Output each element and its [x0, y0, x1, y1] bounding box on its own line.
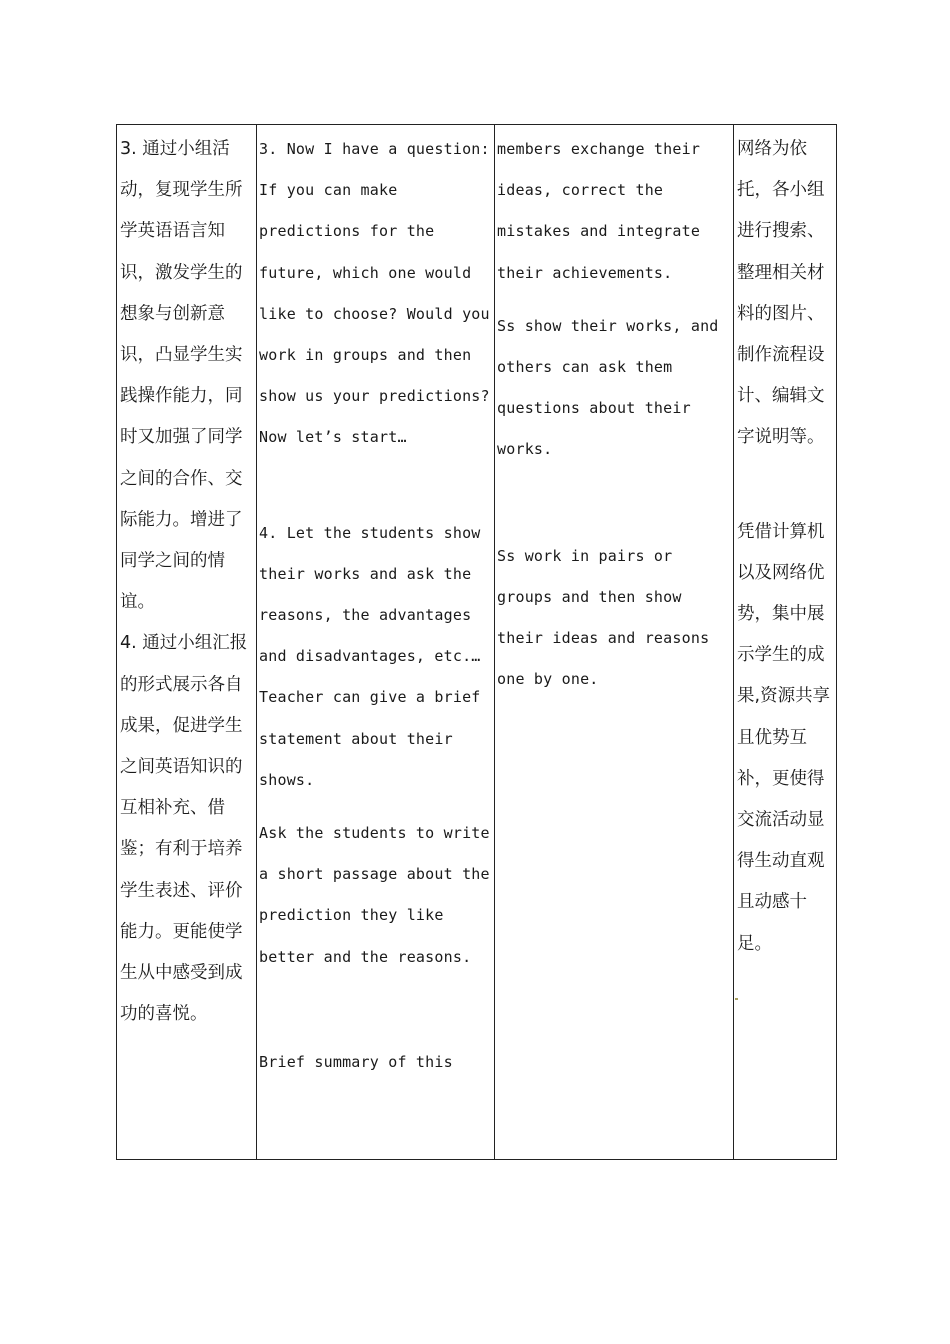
student-activity-show-works: Ss show their works, and others can ask them questions about their works. [497, 316, 719, 459]
media-text-block [734, 125, 836, 965]
teacher-activity-writing-task: Ask the students to write a short passage about the prediction they like better and the reasons. [259, 824, 490, 966]
stray-mark [735, 998, 738, 1000]
teacher-activity-text-block [257, 125, 494, 1083]
student-activity-exchange: members exchange their ideas, correct the mistakes and integrate their achievements. [497, 140, 701, 282]
teacher-activity-summary: Brief summary of this [259, 1052, 453, 1071]
teacher-activity-paragraph-3: 3. Now I have a question: If you can make predictions for the future, which one would like to choose? Would you work in groups and then show us your predictions? Now let’s start… [259, 140, 490, 447]
student-activity-text-block [495, 125, 733, 700]
purpose-paragraph-4: 4. 通过小组汇报的形式展示各自成果，促进学生之间英语知识的互相补充、借鉴；有利于培养学生表述、评价能力。更能使学生从中感受到成功的喜悦。 [120, 633, 248, 1025]
media-column-cell [734, 125, 837, 1160]
lesson-plan-table [116, 124, 837, 1160]
purpose-paragraph-3: 3. 通过小组活动，复现学生所学英语语言知识，激发学生的想象与创新意识，凸显学生实践操作能力，同时又加强了同学之间的合作、交际能力。增进了同学之间的情谊。 [120, 139, 243, 613]
teacher-activity-column-cell [257, 125, 495, 1160]
teacher-activity-paragraph-4: 4. Let the students show their works and ask the reasons, the advantages and disadvantages, etc.… Teacher can give a brief statement about their shows. [259, 523, 481, 789]
student-activity-column-cell [495, 125, 734, 1160]
purpose-column-cell [117, 125, 257, 1160]
purpose-text-block [117, 125, 256, 1035]
media-paragraph-computer: 凭借计算机以及网络优势，集中展示学生的成果,资源共享且优势互补，更使得交流活动显得生动直观且动感十足。 [737, 521, 831, 954]
table-row [117, 125, 837, 1160]
student-activity-pair-work: Ss work in pairs or groups and then show their ideas and reasons one by one. [497, 546, 710, 689]
media-paragraph-network: 网络为依托，各小组进行搜索、整理相关材料的图片、制作流程设计、编辑文字说明等。 [737, 139, 825, 448]
